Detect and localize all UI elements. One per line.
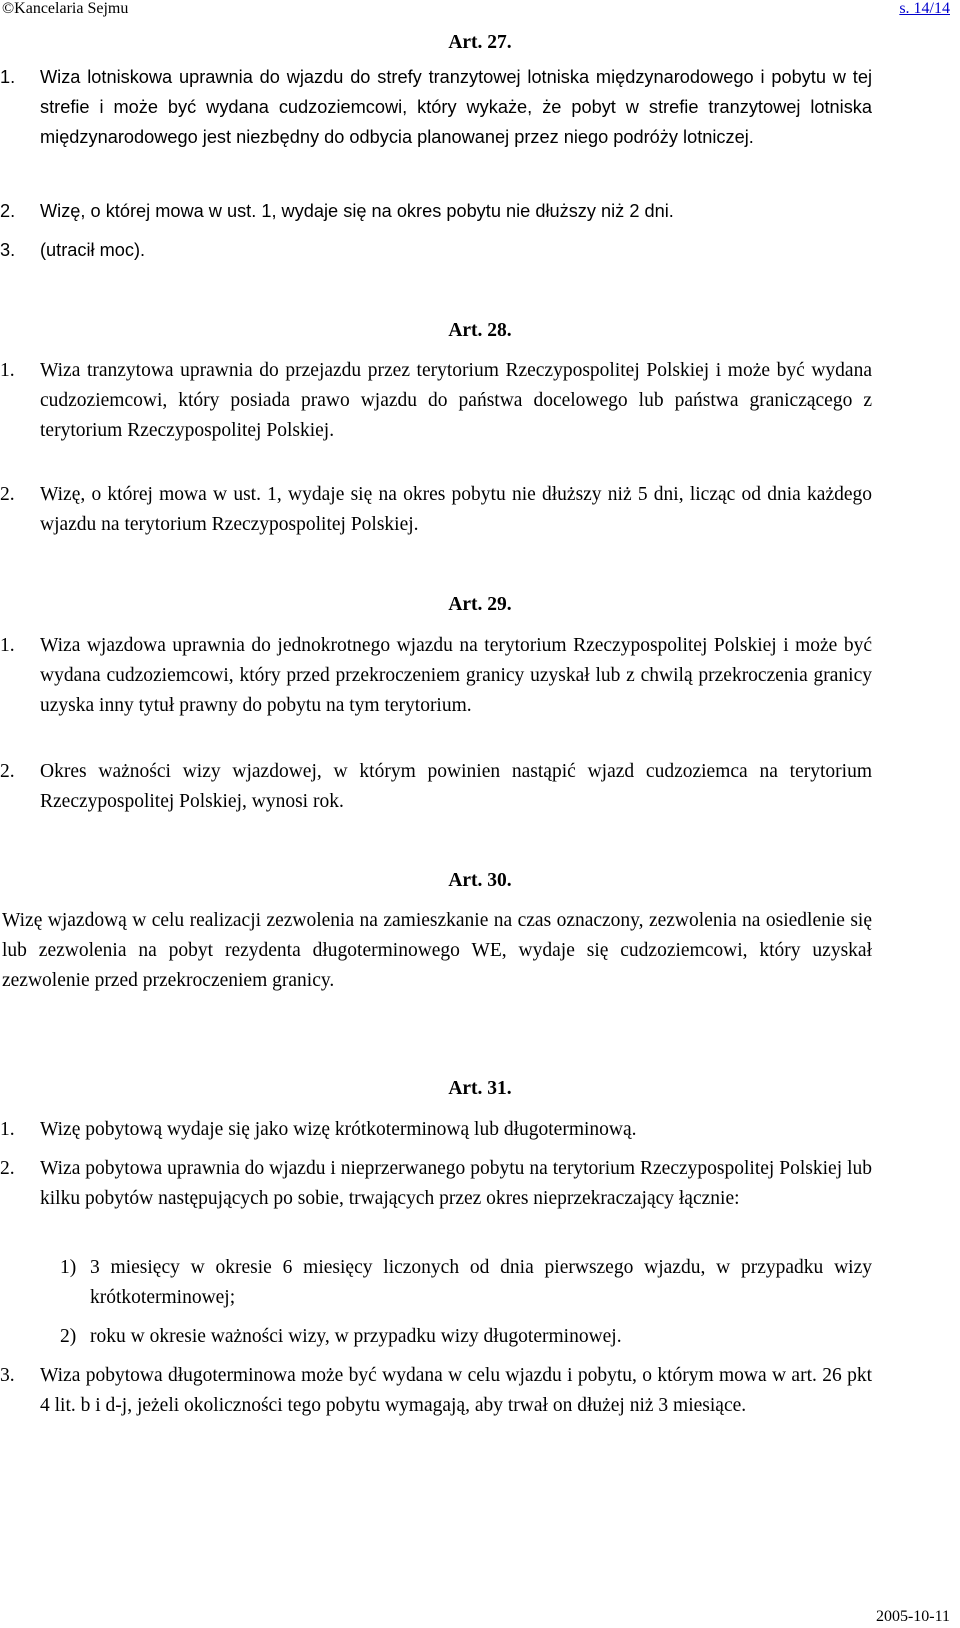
para-number: 1. [0, 67, 16, 87]
art-30-title: Art. 30. [448, 870, 512, 891]
para-text: Okres ważności wizy wjazdowej, w którym powinien nastąpić wjazd cudzoziemca na terytorium Rzeczypospolitej Polskiej, wynosi rok. [40, 761, 872, 812]
para-number: 1. [0, 1119, 15, 1140]
header-page-number [899, 0, 950, 18]
para-number: 2. [0, 1158, 15, 1179]
para-text: Wiza tranzytowa uprawnia do przejazdu przez terytorium Rzeczypospolitej Polskiej i może być wydana cudzoziemcowi, który posiada prawo wjazdu do państwa docelowego lub państwa graniczącego z terytorium Rzeczypospolitej Polskiej. [40, 360, 872, 441]
art-29-para-2 [0, 757, 872, 817]
header-left: ©Kancelaria Sejmu [2, 0, 129, 17]
art-27-para-2 [0, 196, 872, 226]
para-text: Wiza pobytowa uprawnia do wjazdu i nieprzerwanego pobytu na terytorium Rzeczypospolitej Polskiej lub kilku pobytów następujących po sobie, trwających przez okres nieprzekraczający łącznie: [40, 1158, 872, 1209]
para-text: Wizę, o której mowa w ust. 1, wydaje się na okres pobytu nie dłuższy niż 2 dni. [40, 201, 674, 221]
art-28-title: Art. 28. [448, 320, 512, 341]
art-31-title: Art. 31. [448, 1078, 512, 1099]
art-27-para-1 [0, 62, 872, 152]
art-28-para-1 [0, 356, 872, 446]
para-number: 3. [0, 1365, 15, 1386]
art-31-para-3 [0, 1361, 872, 1421]
art-28-para-2 [0, 480, 872, 540]
para-text: Wizę pobytową wydaje się jako wizę krótkoterminową lub długoterminową. [40, 1119, 637, 1140]
point-text: roku w okresie ważności wizy, w przypadku wizy długoterminowej. [90, 1326, 622, 1347]
para-number: 3. [0, 240, 16, 260]
art-31-para-2 [0, 1154, 872, 1214]
point-number: 2) [60, 1326, 77, 1347]
point-text: 3 miesięcy w okresie 6 miesięcy liczonych od dnia pierwszego wjazdu, w przypadku wizy krótkoterminowej; [90, 1257, 872, 1308]
art-31-point-2 [60, 1322, 872, 1352]
art-29-para-1 [0, 631, 872, 721]
para-text: (utracił moc). [40, 240, 146, 260]
para-number: 2. [0, 201, 16, 221]
para-text: Wiza lotniskowa uprawnia do wjazdu do strefy tranzytowej lotniska międzynarodowego i pobytu w tej strefie i może być wydana cudzoziemcowi, który wykaże, że pobyt w strefie tranzytowej lotniska międzynarodowego jest niezbędny do odbycia planowanej przez niego podróży lotniczej. [40, 67, 872, 147]
page-number-link[interactable]: s. 14/14 [899, 0, 950, 17]
para-text: Wizę, o której mowa w ust. 1, wydaje się na okres pobytu nie dłuższy niż 5 dni, licząc od dnia każdego wjazdu na terytorium Rzeczypospolitej Polskiej. [40, 484, 872, 535]
art-29-title: Art. 29. [448, 594, 512, 615]
para-number: 2. [0, 484, 15, 505]
art-27-title: Art. 27. [448, 32, 512, 53]
footer-date: 2005-10-11 [875, 1608, 950, 1625]
art-31-point-1 [60, 1253, 872, 1313]
para-number: 1. [0, 360, 15, 381]
para-text: Wiza wjazdowa uprawnia do jednokrotnego wjazdu na terytorium Rzeczypospolitej Polskiej i może być wydana cudzoziemcowi, który przed przekroczeniem granicy uzyskał lub z chwilą przekroczenia granicy uzyska inny tytuł prawny do pobytu na tym terytorium. [40, 635, 872, 716]
art-30-text: Wizę wjazdową w celu realizacji zezwolenia na zamieszkanie na czas oznaczony, zezwolenia na osiedlenie się lub zezwolenia na pobyt rezydenta długoterminowego WE, wydaje się cudzoziemcowi, który uzyskał zezwolenie przed przekroczeniem granicy. [2, 910, 872, 991]
art-27-para-3 [0, 235, 872, 265]
para-number: 2. [0, 761, 15, 782]
point-number: 1) [60, 1257, 77, 1278]
para-text: Wiza pobytowa długoterminowa może być wydana w celu wjazdu i pobytu, o którym mowa w art. 26 pkt 4 lit. b i d-j, jeżeli okoliczności tego pobytu wymagają, aby trwał on dłużej niż 3 miesiące. [40, 1365, 872, 1416]
art-31-para-1 [0, 1115, 872, 1145]
para-number: 1. [0, 635, 15, 656]
